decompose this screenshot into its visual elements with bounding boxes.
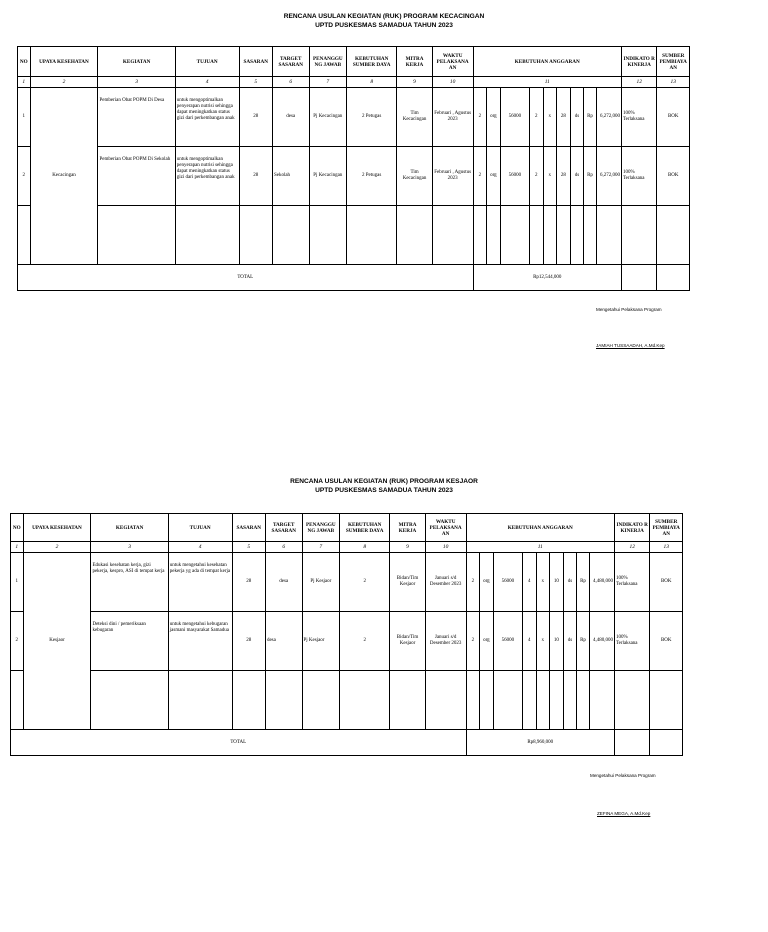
header-upaya: UPAYA KESEHATAN bbox=[30, 47, 98, 77]
ruk-table-kesjaor bbox=[10, 513, 683, 756]
sasaran-cell: 28 bbox=[239, 88, 272, 147]
col-number: 8 bbox=[340, 542, 390, 553]
anggaran-unit: org bbox=[480, 612, 494, 671]
anggaran-qty: 2 bbox=[473, 147, 487, 206]
header-sumber: SUMBER PEMBIAYA AN bbox=[650, 514, 683, 542]
anggaran-total: 6,272,000 bbox=[596, 147, 621, 206]
mitra-cell: Tim Kecacingan bbox=[397, 88, 433, 147]
target-cell: desa bbox=[265, 553, 302, 612]
penanggung-cell: Pj Kecacingan bbox=[309, 147, 347, 206]
indikator-cell: 100% Terlaksana bbox=[614, 612, 650, 671]
anggaran-unit: org bbox=[480, 553, 494, 612]
col-number: 4 bbox=[168, 542, 232, 553]
col-number: 12 bbox=[621, 77, 657, 88]
header-kebutuhan-sd: KEBUTUHAN SUMBER DAYA bbox=[340, 514, 390, 542]
kebutuhan-sd-cell: 2 bbox=[340, 612, 390, 671]
mitra-cell: Bidan/Tim Kesjaor bbox=[390, 612, 426, 671]
col-number: 5 bbox=[232, 542, 265, 553]
anggaran-freq: 2 bbox=[529, 147, 543, 206]
kegiatan-cell: Edukasi kesehatan kerja, gizi pekerja, kespro, ASI di tempat kerja bbox=[91, 553, 168, 612]
anggaran-unit2: ds bbox=[563, 612, 577, 671]
table-row bbox=[18, 147, 690, 206]
col-number: 2 bbox=[23, 542, 91, 553]
anggaran-price: 56000 bbox=[493, 553, 522, 612]
col-number: 13 bbox=[650, 542, 683, 553]
anggaran-count: 28 bbox=[557, 147, 571, 206]
target-cell: Sekolah bbox=[272, 147, 309, 206]
anggaran-price: 56000 bbox=[500, 147, 529, 206]
anggaran-total: 4,480,000 bbox=[589, 553, 614, 612]
col-number: 9 bbox=[397, 77, 433, 88]
col-number: 4 bbox=[175, 77, 239, 88]
anggaran-x: x bbox=[536, 553, 550, 612]
target-cell: desa bbox=[265, 612, 302, 671]
col-number: 7 bbox=[302, 542, 340, 553]
sasaran-cell: 28 bbox=[232, 612, 265, 671]
anggaran-qty: 2 bbox=[473, 88, 487, 147]
col-number: 10 bbox=[432, 77, 473, 88]
col-number: 5 bbox=[239, 77, 272, 88]
header-indikator: INDIKATO R KINERJA bbox=[614, 514, 650, 542]
waktu-cell: Februari , Agustus 2023 bbox=[432, 147, 473, 206]
header-sasaran: SASARAN bbox=[239, 47, 272, 77]
anggaran-total: 4,480,000 bbox=[589, 612, 614, 671]
document-subtitle: UPTD PUSKESMAS SAMADUA TAHUN 2023 bbox=[315, 487, 453, 494]
header-anggaran: KEBUTUHAN ANGGARAN bbox=[473, 47, 621, 77]
sign-label: Mengetahui Pelaksana Program bbox=[596, 307, 662, 312]
target-cell: desa bbox=[272, 88, 309, 147]
sign-label: Mengetahui Pelaksana Program bbox=[590, 773, 656, 778]
anggaran-unit2: ds bbox=[570, 147, 584, 206]
row-no: 2 bbox=[11, 612, 24, 671]
anggaran-price: 56000 bbox=[493, 612, 522, 671]
total-value: Rp12,544,000 bbox=[473, 265, 621, 291]
row-no: 1 bbox=[18, 88, 31, 147]
indikator-cell: 100% Terlaksana bbox=[621, 147, 657, 206]
kegiatan-cell: Deteksi dini / pemeriksaan kebugaran bbox=[91, 612, 168, 671]
kebutuhan-sd-cell: 2 Petugas bbox=[347, 147, 397, 206]
anggaran-qty: 2 bbox=[466, 553, 480, 612]
header-kegiatan: KEGIATAN bbox=[98, 47, 175, 77]
mitra-cell: Bidan/Tim Kesjaor bbox=[390, 553, 426, 612]
col-number: 10 bbox=[425, 542, 466, 553]
col-number: 7 bbox=[309, 77, 347, 88]
header-kebutuhan-sd: KEBUTUHAN SUMBER DAYA bbox=[347, 47, 397, 77]
header-mitra: MITRA KERJA bbox=[390, 514, 426, 542]
sumber-cell: BOK bbox=[657, 147, 690, 206]
anggaran-freq: 4 bbox=[522, 612, 536, 671]
ruk-table-kecacingan bbox=[17, 46, 690, 291]
anggaran-currency: Rp bbox=[577, 553, 590, 612]
header-waktu: WAKTU PELAKSANA AN bbox=[425, 514, 466, 542]
empty-row bbox=[11, 671, 683, 730]
col-number: 2 bbox=[30, 77, 98, 88]
anggaran-currency: Rp bbox=[584, 88, 597, 147]
waktu-cell: Januari s/d Desember 2023 bbox=[425, 612, 466, 671]
header-target: TARGET SASARAN bbox=[265, 514, 302, 542]
row-no: 2 bbox=[18, 147, 31, 206]
tujuan-cell: untuk mengetahui kebugaran jasmani masyarakat Samadua bbox=[168, 612, 232, 671]
col-number: 11 bbox=[466, 542, 614, 553]
anggaran-unit2: ds bbox=[563, 553, 577, 612]
penanggung-cell: Pj Kesjaor bbox=[302, 553, 340, 612]
anggaran-currency: Rp bbox=[584, 147, 597, 206]
header-anggaran: KEBUTUHAN ANGGARAN bbox=[466, 514, 614, 542]
header-upaya: UPAYA KESEHATAN bbox=[23, 514, 91, 542]
header-sasaran: SASARAN bbox=[232, 514, 265, 542]
sumber-cell: BOK bbox=[650, 612, 683, 671]
header-penanggung: PENANGGU NG JAWAB bbox=[309, 47, 347, 77]
anggaran-qty: 2 bbox=[466, 612, 480, 671]
sign-name: ZEFINA MEGA, A.Md.Kep bbox=[597, 811, 651, 816]
anggaran-x: x bbox=[543, 147, 557, 206]
upaya-cell: Kecacingan bbox=[30, 88, 98, 265]
mitra-cell: Tim Kecacingan bbox=[397, 147, 433, 206]
col-number: 8 bbox=[347, 77, 397, 88]
anggaran-freq: 2 bbox=[529, 88, 543, 147]
header-tujuan: TUJUAN bbox=[168, 514, 232, 542]
header-sumber: SUMBER PEMBIAYA AN bbox=[657, 47, 690, 77]
table-row bbox=[18, 88, 690, 147]
col-number: 12 bbox=[614, 542, 650, 553]
col-number: 6 bbox=[272, 77, 309, 88]
col-number: 9 bbox=[390, 542, 426, 553]
row-no: 1 bbox=[11, 553, 24, 612]
col-number: 6 bbox=[265, 542, 302, 553]
anggaran-x: x bbox=[536, 612, 550, 671]
total-row bbox=[11, 730, 683, 756]
tujuan-cell: untuk mengetahui kesehatan pekerja yg ada di tempat kerja bbox=[168, 553, 232, 612]
upaya-cell: Kesjaor bbox=[23, 553, 91, 730]
penanggung-cell: Pj Kecacingan bbox=[309, 88, 347, 147]
kebutuhan-sd-cell: 2 bbox=[340, 553, 390, 612]
anggaran-currency: Rp bbox=[577, 612, 590, 671]
total-value: Rp8,960,000 bbox=[466, 730, 614, 756]
penanggung-cell: Pj Kesjaor bbox=[302, 612, 340, 671]
sasaran-cell: 28 bbox=[239, 147, 272, 206]
header-mitra: MITRA KERJA bbox=[397, 47, 433, 77]
col-number: 13 bbox=[657, 77, 690, 88]
anggaran-price: 56000 bbox=[500, 88, 529, 147]
header-indikator: INDIKATO R KINERJA bbox=[621, 47, 657, 77]
kebutuhan-sd-cell: 2 Petugas bbox=[347, 88, 397, 147]
anggaran-count: 10 bbox=[550, 553, 564, 612]
col-number: 1 bbox=[11, 542, 24, 553]
tujuan-cell: untuk mengoptimalkan penyerapan nutrisi sehingga dapat meningkatkan status gizi dari perkembangan anak bbox=[175, 88, 239, 147]
header-kegiatan: KEGIATAN bbox=[91, 514, 168, 542]
anggaran-unit: org bbox=[487, 88, 501, 147]
anggaran-unit: org bbox=[487, 147, 501, 206]
header-no: NO bbox=[18, 47, 31, 77]
sumber-cell: BOK bbox=[650, 553, 683, 612]
col-number: 3 bbox=[98, 77, 175, 88]
indikator-cell: 100% Terlaksana bbox=[621, 88, 657, 147]
anggaran-freq: 4 bbox=[522, 553, 536, 612]
anggaran-count: 28 bbox=[557, 88, 571, 147]
anggaran-x: x bbox=[543, 88, 557, 147]
sumber-cell: BOK bbox=[657, 88, 690, 147]
document-title: RENCANA USULAN KEGIATAN (RUK) PROGRAM KECACINGAN bbox=[283, 13, 485, 20]
header-tujuan: TUJUAN bbox=[175, 47, 239, 77]
table-row bbox=[11, 612, 683, 671]
total-row bbox=[18, 265, 690, 291]
document-subtitle: UPTD PUSKESMAS SAMADUA TAHUN 2023 bbox=[315, 22, 453, 29]
waktu-cell: Februari , Agustus 2023 bbox=[432, 88, 473, 147]
anggaran-unit2: ds bbox=[570, 88, 584, 147]
total-label: TOTAL bbox=[11, 730, 467, 756]
empty-row bbox=[18, 206, 690, 265]
indikator-cell: 100% Terlaksana bbox=[614, 553, 650, 612]
kegiatan-cell: Pemberian Obat POPM Di Desa bbox=[98, 88, 175, 147]
anggaran-total: 6,272,000 bbox=[596, 88, 621, 147]
table-row bbox=[11, 553, 683, 612]
col-number: 11 bbox=[473, 77, 621, 88]
col-number: 1 bbox=[18, 77, 31, 88]
document-title: RENCANA USULAN KEGIATAN (RUK) PROGRAM KESJAOR bbox=[290, 478, 478, 485]
total-label: TOTAL bbox=[18, 265, 474, 291]
header-target: TARGET SASARAN bbox=[272, 47, 309, 77]
anggaran-count: 10 bbox=[550, 612, 564, 671]
sasaran-cell: 28 bbox=[232, 553, 265, 612]
tujuan-cell: untuk mengoptimalkan penyerapan nutrisi sehingga dapat meningkatkan status gizi dari perkembangan anak bbox=[175, 147, 239, 206]
header-penanggung: PENANGGU NG JAWAB bbox=[302, 514, 340, 542]
header-no: NO bbox=[11, 514, 24, 542]
header-waktu: WAKTU PELAKSANA AN bbox=[432, 47, 473, 77]
kegiatan-cell: Pemberian Obat POPM Di Sekolah bbox=[98, 147, 175, 206]
col-number: 3 bbox=[91, 542, 168, 553]
sign-name: JAMIAH TUSSAADAH, A.Md.Kep bbox=[596, 343, 665, 348]
waktu-cell: Januari s/d Desember 2023 bbox=[425, 553, 466, 612]
